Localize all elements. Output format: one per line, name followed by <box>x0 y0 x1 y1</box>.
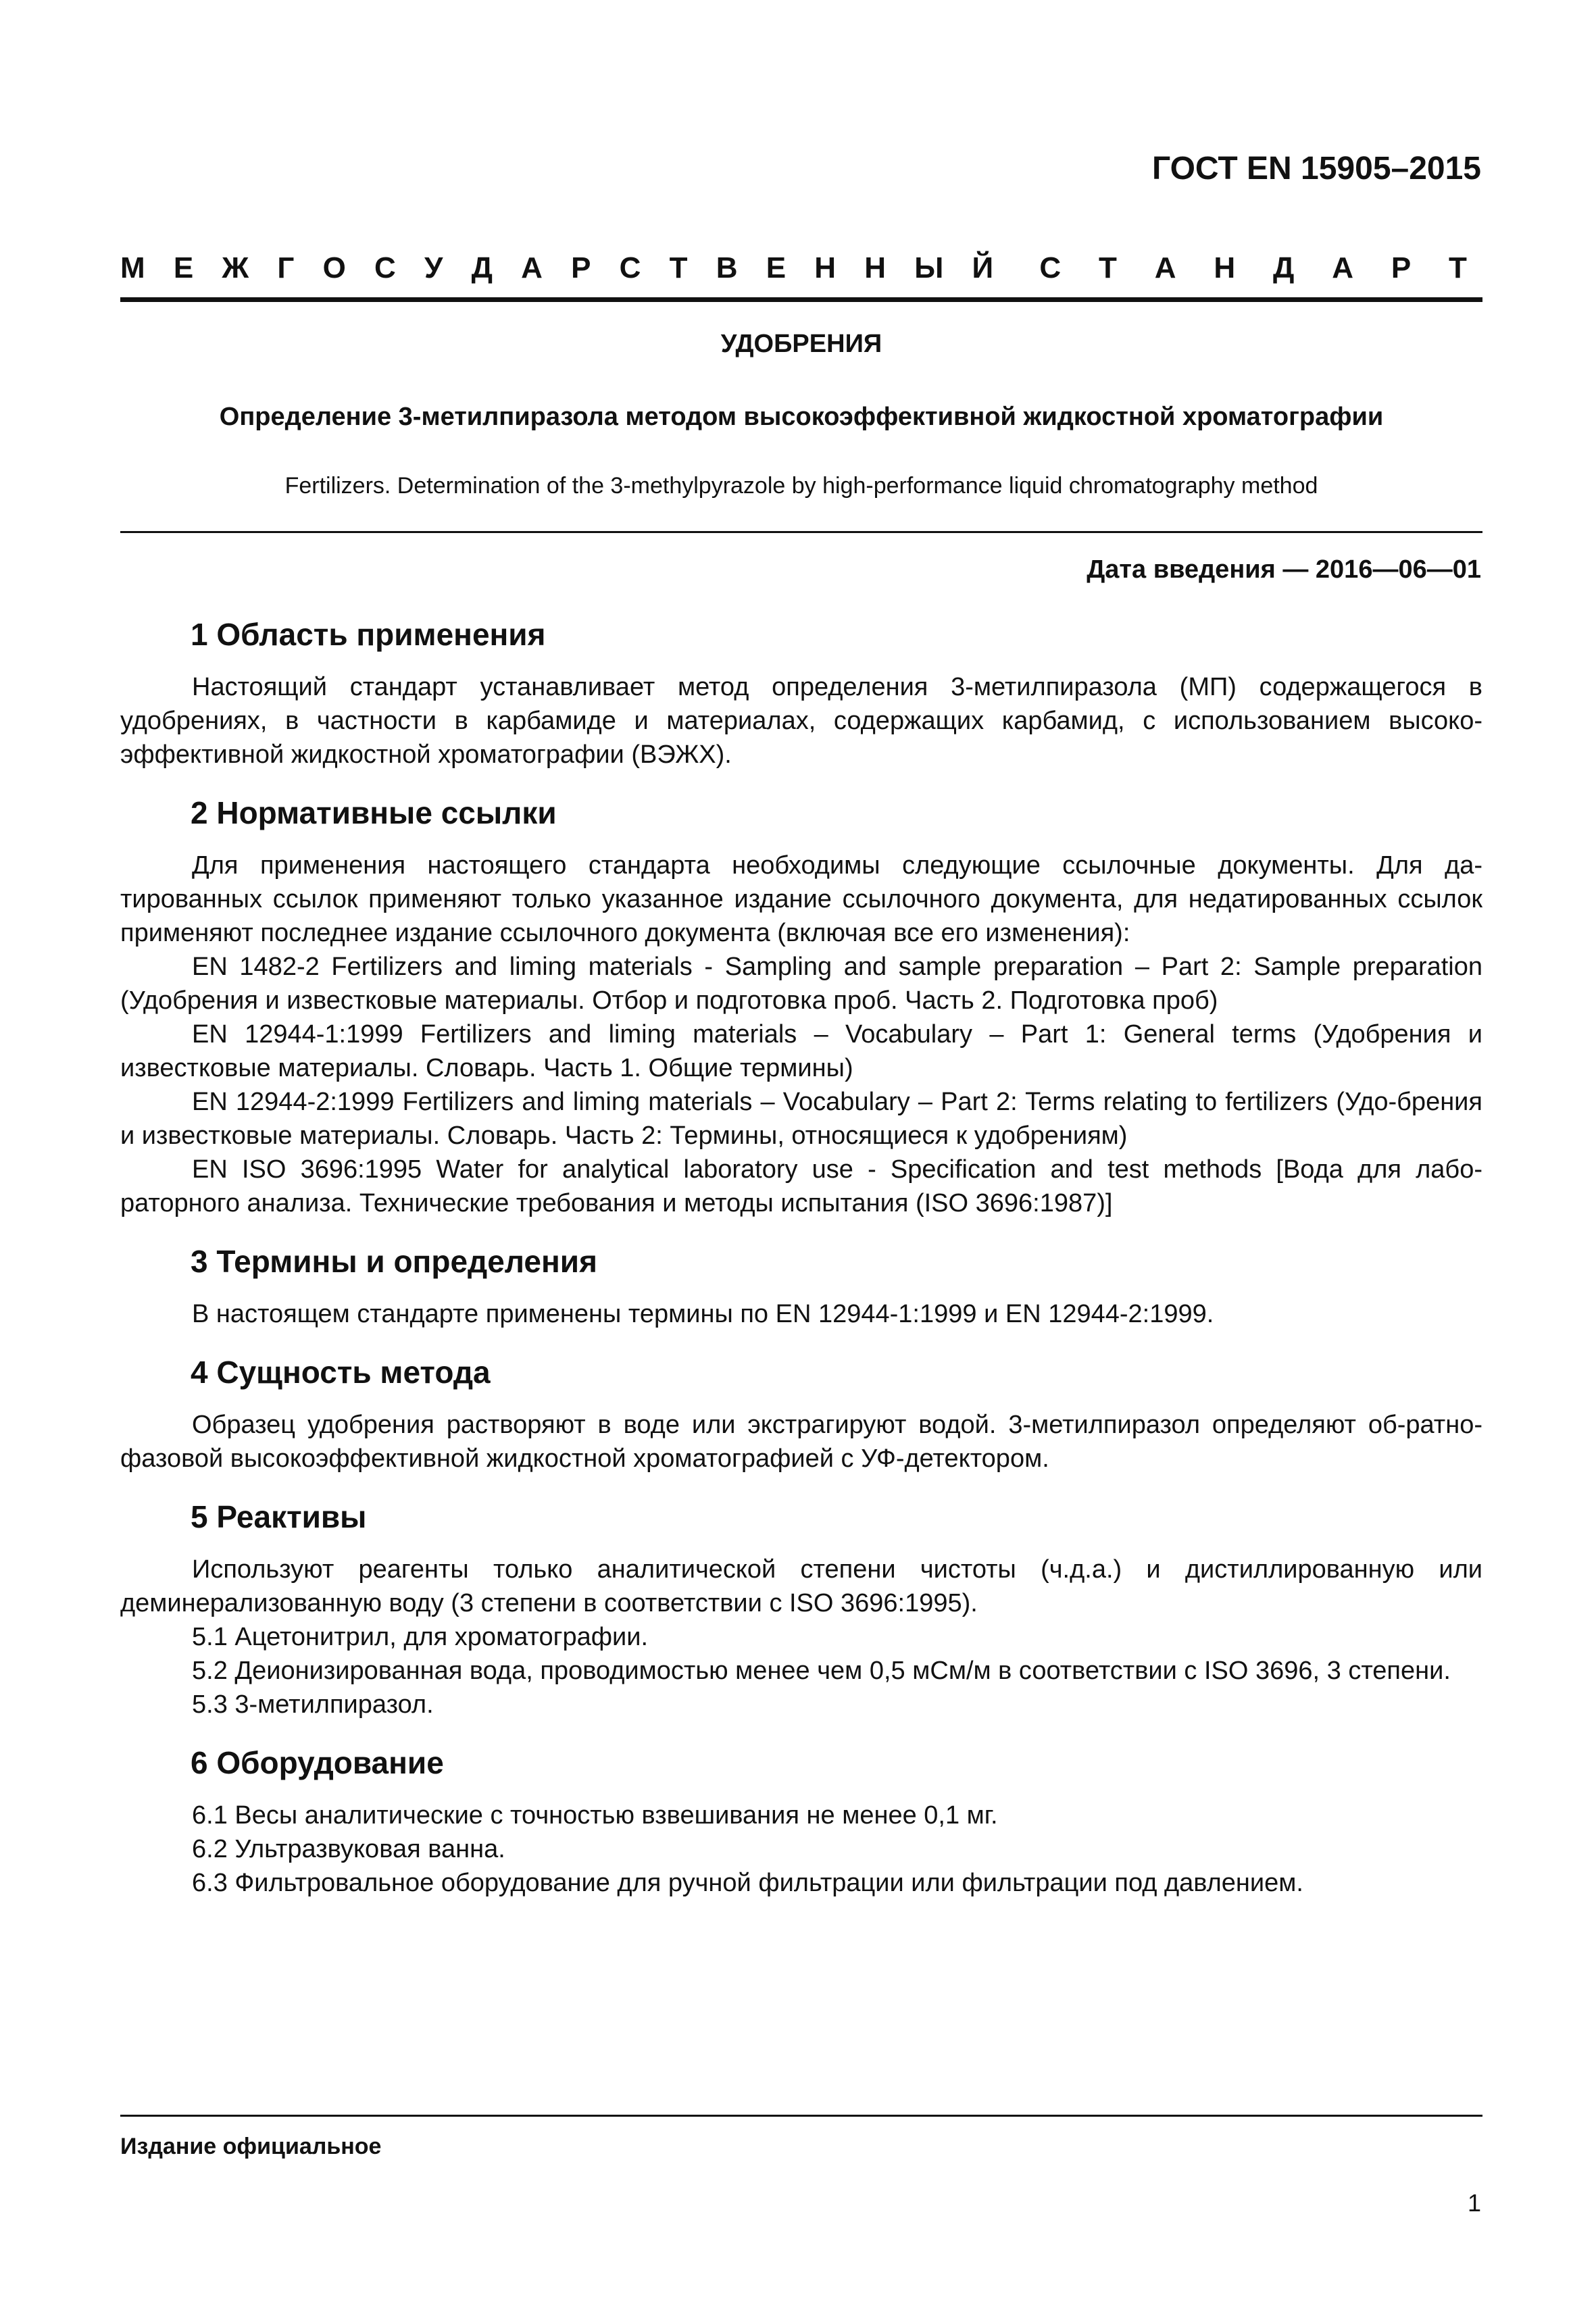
banner-letter: Р <box>571 251 591 284</box>
section-reagents <box>120 1494 1482 1721</box>
section-title: 2 Нормативные ссылки <box>191 795 557 830</box>
banner-letter: С <box>619 251 641 284</box>
section-title: 3 Термины и определения <box>191 1244 597 1279</box>
banner-letter: Ж <box>222 251 249 284</box>
section-terms <box>120 1239 1482 1331</box>
banner-letter: Е <box>173 251 194 284</box>
banner-letter: М <box>120 251 145 284</box>
interstate-standard-banner <box>120 251 1467 285</box>
banner-word-standard <box>1039 251 1467 285</box>
reference-item: EN 12944-2:1999 Fertilizers and liming materials – Vocabulary – Part 2: Terms relating to fertilizers (Удо-брения и известковые материалы. Словарь. Часть 2: Термины, относящиеся к удобрениям) <box>120 1088 1482 1150</box>
paragraph: Настоящий стандарт устанавливает метод определения 3-метилпиразола (МП) содержащегося в удобрениях, в частности в карбамиде и материалах, содержащих карбамид, с использованием высоко-эффективной жидкостной хроматографии (ВЭЖХ). <box>120 673 1482 769</box>
document-subtitle: Определение 3-метилпиразола методом высокоэффективной жидкостной хроматографии <box>219 403 1384 431</box>
list-item: 5.1 Ацетонитрил, для хроматографии. <box>192 1623 649 1651</box>
list-item: 6.2 Ультразвуковая ванна. <box>192 1835 505 1863</box>
banner-letter: Т <box>1449 251 1467 284</box>
header-divider <box>120 297 1482 302</box>
reference-item: EN 1482-2 Fertilizers and liming materials - Sampling and sample preparation – Part 2: Sample preparation (Удобрения и известковые материалы. Отбор и подготовка проб. Часть 2. Подготовка проб) <box>120 953 1482 1015</box>
section-title: 5 Реактивы <box>191 1499 367 1534</box>
banner-letter: В <box>716 251 738 284</box>
banner-letter: С <box>1039 251 1062 284</box>
banner-letter: Т <box>1099 251 1117 284</box>
list-item: 6.3 Фильтровальное оборудование для ручной фильтрации или фильтрации под давлением. <box>192 1869 1303 1897</box>
banner-letter: Д <box>471 251 493 284</box>
official-edition-label: Издание официальное <box>120 2134 382 2159</box>
banner-letter: О <box>322 251 346 284</box>
banner-letter: С <box>374 251 396 284</box>
banner-word-interstate <box>120 251 993 285</box>
section-title: 1 Область применения <box>191 617 546 652</box>
banner-letter: Н <box>864 251 887 284</box>
banner-letter: А <box>1154 251 1176 284</box>
footer-divider <box>120 2115 1482 2117</box>
paragraph: Образец удобрения растворяют в воде или экстрагируют водой. 3-метилпиразол определяют об-ратно-фазовой высокоэффективной жидкостной хроматографией с УФ-детектором. <box>120 1411 1482 1473</box>
page-number: 1 <box>1467 2189 1481 2217</box>
section-scope <box>120 612 1482 772</box>
title-divider <box>120 531 1482 533</box>
banner-letter: Т <box>669 251 688 284</box>
section-method-principle <box>120 1350 1482 1476</box>
paragraph: Для применения настоящего стандарта необходимы следующие ссылочные документы. Для да-тированных ссылок применяют только указанное издание ссылочного документа, для недатированных ссылок применяют последнее издание ссылочного документа (включая все его изменения): <box>120 851 1482 947</box>
paragraph: В настоящем стандарте применены термины по EN 12944-1:1999 и EN 12944-2:1999. <box>192 1300 1214 1328</box>
banner-letter: Р <box>1391 251 1412 284</box>
list-item: 6.1 Весы аналитические с точностью взвешивания не менее 0,1 мг. <box>192 1801 998 1830</box>
banner-letter: Г <box>277 251 295 284</box>
section-normative-references <box>120 790 1482 1220</box>
section-equipment <box>120 1740 1482 1900</box>
paragraph: Используют реагенты только аналитической степени чистоты (ч.д.а.) и дистиллированную или деминерализованную воду (3 степени в соответствии с ISO 3696:1995). <box>120 1555 1482 1617</box>
banner-letter: Н <box>814 251 837 284</box>
banner-letter: А <box>1332 251 1353 284</box>
banner-letter: Й <box>972 251 994 284</box>
document-title-english: Fertilizers. Determination of the 3-methylpyrazole by high-performance liquid chromatography method <box>284 473 1318 499</box>
reference-item: EN 12944-1:1999 Fertilizers and liming materials – Vocabulary – Part 1: General terms (Удобрения и известковые материалы. Словарь. Часть 1. Общие термины) <box>120 1020 1482 1082</box>
list-item: 5.2 Деионизированная вода, проводимостью менее чем 0,5 мСм/м в соответствии с ISO 3696, 3 степени. <box>192 1657 1451 1685</box>
introduction-date: Дата введения — 2016—06—01 <box>1087 555 1481 584</box>
standard-number: ГОСТ EN 15905–2015 <box>1151 151 1481 186</box>
banner-letter: Е <box>766 251 787 284</box>
section-title: 4 Сущность метода <box>191 1355 491 1390</box>
document-title: УДОБРЕНИЯ <box>720 330 882 358</box>
banner-letter: Н <box>1214 251 1236 284</box>
list-item: 5.3 3-метилпиразол. <box>192 1690 434 1719</box>
banner-letter: У <box>424 251 443 284</box>
banner-letter: Ы <box>914 251 944 284</box>
banner-letter: Д <box>1273 251 1295 284</box>
document-body <box>120 612 1482 1919</box>
reference-item: EN ISO 3696:1995 Water for analytical laboratory use - Specification and test methods [Вода для лабо-раторного анализа. Технические требования и методы испытания (ISO 3696:1987)] <box>120 1155 1482 1217</box>
banner-letter: А <box>521 251 543 284</box>
section-title: 6 Оборудование <box>191 1745 444 1780</box>
